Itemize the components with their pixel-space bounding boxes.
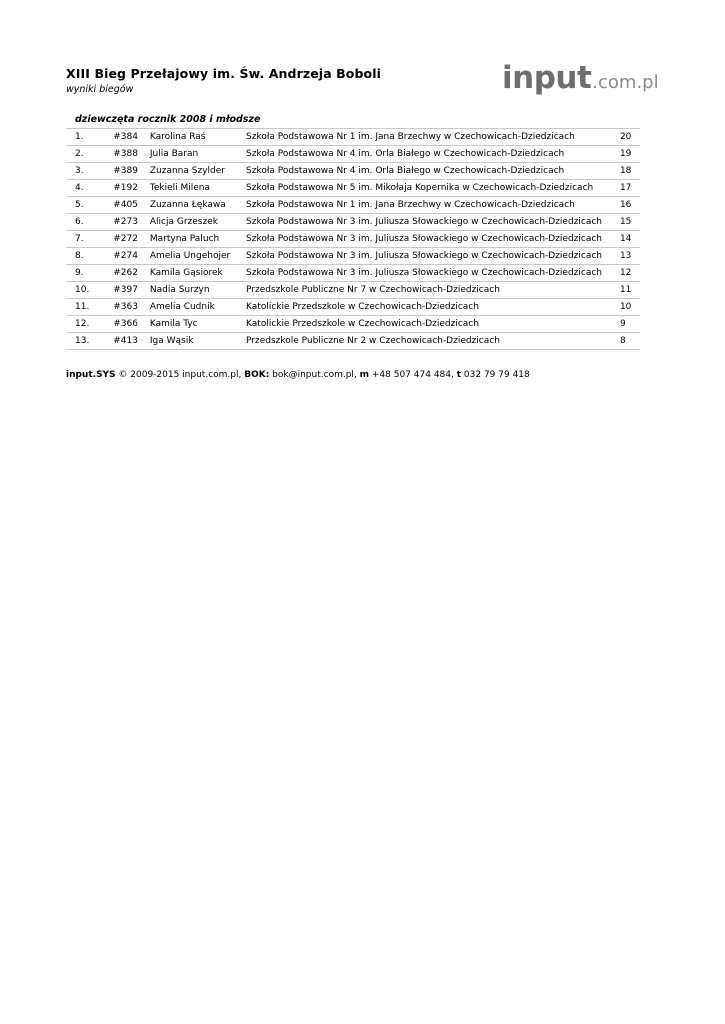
table-row	[66, 316, 640, 333]
cell-bib-number: #388	[113, 149, 138, 159]
cell-bib-number: #363	[113, 302, 138, 312]
cell-points: 11	[619, 285, 632, 295]
cell-place: 7.	[75, 234, 84, 244]
cell-points: 19	[619, 149, 632, 159]
cell-runner-name: Zuzanna Szylder	[149, 166, 225, 176]
cell-points: 15	[619, 217, 632, 227]
cell-place: 6.	[75, 217, 84, 227]
cell-bib-number: #274	[113, 251, 138, 261]
cell-place: 4.	[75, 183, 84, 193]
section-title: dziewczęta rocznik 2008 i młodsze	[75, 114, 261, 125]
table-row	[66, 299, 640, 316]
footer-phone-number: 032 79 79 418	[461, 370, 530, 380]
logo-suffix-text: .com.pl	[592, 72, 659, 93]
results-table-body	[66, 129, 640, 350]
cell-points: 9	[619, 319, 626, 329]
cell-place: 1.	[75, 132, 84, 142]
cell-place: 9.	[75, 268, 84, 278]
cell-school: Przedszkole Publiczne Nr 7 w Czechowicach-Dziedzicach	[246, 285, 500, 295]
cell-bib-number: #384	[113, 132, 138, 142]
cell-runner-name: Nadia Surzyn	[149, 285, 210, 295]
cell-bib-number: #273	[113, 217, 138, 227]
cell-runner-name: Tekieli Milena	[149, 183, 210, 193]
footer	[66, 370, 530, 380]
cell-school: Szkoła Podstawowa Nr 5 im. Mikołaja Kopernika w Czechowicach-Dziedzicach	[246, 183, 594, 193]
cell-points: 16	[619, 200, 632, 210]
cell-school: Szkoła Podstawowa Nr 1 im. Jana Brzechwy w Czechowicach-Dziedzicach	[246, 132, 575, 142]
cell-runner-name: Amelia Ungehojer	[149, 251, 231, 261]
footer-bok-email: bok@input.com.pl,	[269, 370, 360, 380]
table-row	[66, 163, 640, 180]
cell-runner-name: Martyna Paluch	[149, 234, 220, 244]
cell-bib-number: #272	[113, 234, 138, 244]
footer-phone-label: t	[456, 370, 462, 380]
cell-school: Szkoła Podstawowa Nr 3 im. Juliusza Słowackiego w Czechowicach-Dziedzicach	[246, 251, 603, 261]
table-row	[66, 146, 640, 163]
cell-runner-name: Zuzanna Łękawa	[149, 200, 226, 210]
cell-runner-name: Kamila Tyc	[149, 319, 198, 329]
results-table	[66, 128, 640, 350]
cell-school: Szkoła Podstawowa Nr 3 im. Juliusza Słowackiego w Czechowicach-Dziedzicach	[246, 217, 603, 227]
logo-main-text: input	[502, 60, 592, 96]
cell-school: Katolickie Przedszkole w Czechowicach-Dziedzicach	[246, 302, 479, 312]
cell-school: Szkoła Podstawowa Nr 1 im. Jana Brzechwy w Czechowicach-Dziedzicach	[246, 200, 575, 210]
cell-bib-number: #413	[113, 336, 138, 346]
page-subtitle: wyniki biegów	[66, 84, 134, 95]
cell-runner-name: Alicja Grzeszek	[149, 217, 218, 227]
cell-place: 5.	[75, 200, 84, 210]
table-row	[66, 282, 640, 299]
page-title: XIII Bieg Przełajowy im. Św. Andrzeja Boboli	[66, 66, 381, 81]
footer-copyright: © 2009-2015 input.com.pl,	[115, 370, 245, 380]
table-row	[66, 180, 640, 197]
cell-bib-number: #366	[113, 319, 138, 329]
table-row	[66, 231, 640, 248]
cell-place: 8.	[75, 251, 84, 261]
cell-points: 8	[619, 336, 626, 346]
cell-runner-name: Iga Wąsik	[149, 336, 194, 346]
cell-school: Szkoła Podstawowa Nr 3 im. Juliusza Słowackiego w Czechowicach-Dziedzicach	[246, 234, 603, 244]
cell-school: Szkoła Podstawowa Nr 4 im. Orla Białego w Czechowicach-Dziedzicach	[246, 149, 565, 159]
cell-points: 20	[619, 132, 632, 142]
table-row	[66, 333, 640, 350]
cell-place: 3.	[75, 166, 84, 176]
cell-runner-name: Julia Baran	[149, 149, 199, 159]
cell-points: 12	[619, 268, 632, 278]
cell-place: 11.	[75, 302, 90, 312]
cell-points: 17	[619, 183, 632, 193]
footer-mobile-number: +48 507 474 484,	[369, 370, 457, 380]
cell-school: Szkoła Podstawowa Nr 4 im. Orla Białego w Czechowicach-Dziedzicach	[246, 166, 565, 176]
cell-place: 2.	[75, 149, 84, 159]
cell-bib-number: #405	[113, 200, 138, 210]
table-row	[66, 197, 640, 214]
cell-points: 13	[619, 251, 632, 261]
cell-points: 10	[619, 302, 632, 312]
footer-bok-label: BOK:	[244, 370, 270, 380]
cell-runner-name: Amelia Cudnik	[149, 302, 215, 312]
table-row	[66, 214, 640, 231]
cell-place: 13.	[75, 336, 90, 346]
footer-brand: input.SYS	[66, 370, 116, 380]
table-row	[66, 129, 640, 146]
cell-points: 14	[619, 234, 632, 244]
cell-school: Przedszkole Publiczne Nr 2 w Czechowicach-Dziedzicach	[246, 336, 500, 346]
input-logo	[502, 58, 662, 98]
cell-bib-number: #262	[113, 268, 138, 278]
cell-bib-number: #389	[113, 166, 138, 176]
cell-runner-name: Karolina Raś	[149, 132, 206, 142]
table-row	[66, 265, 640, 282]
cell-runner-name: Kamila Gąsiorek	[149, 268, 223, 278]
cell-place: 10.	[75, 285, 90, 295]
cell-school: Katolickie Przedszkole w Czechowicach-Dziedzicach	[246, 319, 479, 329]
cell-bib-number: #192	[113, 183, 138, 193]
footer-mobile-label: m	[359, 370, 370, 380]
cell-bib-number: #397	[113, 285, 138, 295]
cell-school: Szkoła Podstawowa Nr 3 im. Juliusza Słowackiego w Czechowicach-Dziedzicach	[246, 268, 603, 278]
cell-place: 12.	[75, 319, 90, 329]
table-row	[66, 248, 640, 265]
cell-points: 18	[619, 166, 632, 176]
